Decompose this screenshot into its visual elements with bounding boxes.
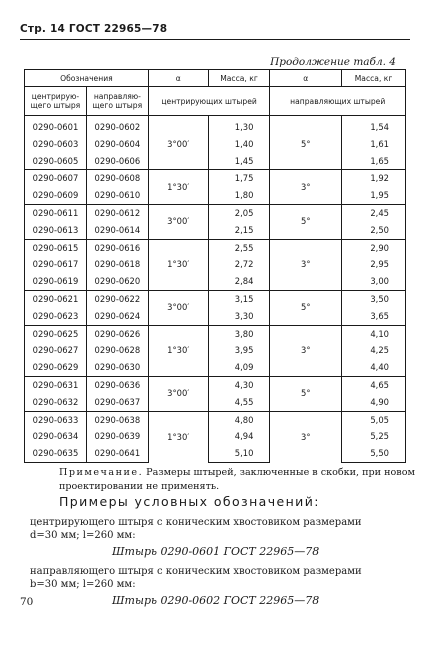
cell-mass-centering: 1,80 xyxy=(208,187,270,204)
cell-centering-pin: 0290-0633 xyxy=(25,411,87,428)
cell-mass-centering: 2,84 xyxy=(208,273,270,290)
cell-angle-centering: 3°00′ xyxy=(148,376,208,411)
cell-mass-centering: 1,45 xyxy=(208,153,270,170)
example-2-description: направляющего штыря с коническим хвостовиком размерами xyxy=(30,566,362,577)
cell-mass-centering: 1,75 xyxy=(208,170,270,187)
cell-mass-centering: 1,30 xyxy=(208,116,270,136)
cell-guiding-pin: 0290-0614 xyxy=(86,222,148,239)
cell-mass-guiding: 3,50 xyxy=(342,290,406,307)
table-row xyxy=(25,273,406,290)
cell-centering-pin: 0290-0621 xyxy=(25,290,87,307)
table-row xyxy=(25,325,406,342)
cell-guiding-pin: 0290-0608 xyxy=(86,170,148,187)
cell-mass-guiding: 2,90 xyxy=(342,239,406,256)
cell-angle-centering: 1°30′ xyxy=(148,411,208,462)
cell-mass-guiding: 1,54 xyxy=(342,116,406,136)
cell-guiding-pin: 0290-0606 xyxy=(86,153,148,170)
table-continuation-label: Продолжение табл. 4 xyxy=(270,56,396,68)
cell-guiding-pin: 0290-0610 xyxy=(86,187,148,204)
cell-mass-centering: 4,30 xyxy=(208,376,270,393)
cell-centering-pin: 0290-0615 xyxy=(25,239,87,256)
cell-centering-pin: 0290-0605 xyxy=(25,153,87,170)
cell-guiding-pin: 0290-0622 xyxy=(86,290,148,307)
cell-mass-guiding: 1,95 xyxy=(342,187,406,204)
example-2-dimensions: b=30 мм; l=260 мм: xyxy=(30,579,136,590)
cell-angle-guiding: 5° xyxy=(270,290,342,325)
table-row xyxy=(25,445,406,462)
header-alpha: α xyxy=(148,70,208,87)
cell-mass-guiding: 5,50 xyxy=(342,445,406,462)
header-mass: Масса, кг xyxy=(208,70,270,87)
cell-angle-centering: 1°30′ xyxy=(148,170,208,205)
table-row xyxy=(25,411,406,428)
note-text: Размеры штырей, заключенные в скобки, при новом проектировании не применять. xyxy=(59,467,415,492)
cell-mass-guiding: 1,61 xyxy=(342,136,406,153)
header-centering-pins: центрирующих штырей xyxy=(148,87,270,116)
cell-centering-pin: 0290-0603 xyxy=(25,136,87,153)
cell-guiding-pin: 0290-0641 xyxy=(86,445,148,462)
table-row xyxy=(25,116,406,136)
cell-centering-pin: 0290-0617 xyxy=(25,256,87,273)
cell-mass-guiding: 3,00 xyxy=(342,273,406,290)
cell-mass-guiding: 2,45 xyxy=(342,204,406,221)
cell-centering-pin: 0290-0623 xyxy=(25,308,87,325)
cell-angle-guiding: 5° xyxy=(270,376,342,411)
cell-mass-centering: 4,09 xyxy=(208,359,270,376)
example-1-description: центрирующего штыря с коническим хвостовиком размерами xyxy=(30,517,362,528)
header-designations: Обозначения xyxy=(25,70,149,87)
cell-angle-guiding: 3° xyxy=(270,170,342,205)
cell-mass-centering: 2,15 xyxy=(208,222,270,239)
table-row xyxy=(25,342,406,359)
cell-mass-centering: 1,40 xyxy=(208,136,270,153)
table-row xyxy=(25,376,406,393)
header-rule xyxy=(20,39,410,40)
cell-centering-pin: 0290-0625 xyxy=(25,325,87,342)
cell-guiding-pin: 0290-0616 xyxy=(86,239,148,256)
table-note xyxy=(59,466,419,494)
page-number: 70 xyxy=(20,596,34,608)
cell-mass-guiding: 4,40 xyxy=(342,359,406,376)
cell-mass-guiding: 1,92 xyxy=(342,170,406,187)
table-row xyxy=(25,256,406,273)
cell-guiding-pin: 0290-0628 xyxy=(86,342,148,359)
cell-mass-guiding: 4,25 xyxy=(342,342,406,359)
cell-guiding-pin: 0290-0630 xyxy=(86,359,148,376)
cell-mass-guiding: 4,90 xyxy=(342,394,406,411)
example-1-dimensions: d=30 мм; l=260 мм: xyxy=(30,530,136,541)
cell-angle-guiding: 3° xyxy=(270,325,342,376)
cell-mass-centering: 5,10 xyxy=(208,445,270,462)
examples-title: Примеры условных обозначений: xyxy=(59,494,320,509)
cell-guiding-pin: 0290-0639 xyxy=(86,428,148,445)
cell-angle-centering: 3°00′ xyxy=(148,116,208,170)
cell-guiding-pin: 0290-0602 xyxy=(86,116,148,136)
cell-centering-pin: 0290-0634 xyxy=(25,428,87,445)
cell-mass-centering: 3,30 xyxy=(208,308,270,325)
cell-mass-guiding: 2,50 xyxy=(342,222,406,239)
header-guiding-pins: направляющих штырей xyxy=(270,87,406,116)
example-1-designation: Штырь 0290-0601 ГОСТ 22965—78 xyxy=(112,545,320,558)
header-centering-pin: центрирую-щего штыря xyxy=(25,87,87,116)
cell-guiding-pin: 0290-0626 xyxy=(86,325,148,342)
cell-centering-pin: 0290-0611 xyxy=(25,204,87,221)
cell-mass-centering: 3,95 xyxy=(208,342,270,359)
cell-mass-centering: 3,80 xyxy=(208,325,270,342)
table-row xyxy=(25,170,406,187)
cell-angle-centering: 1°30′ xyxy=(148,325,208,376)
table-row xyxy=(25,290,406,307)
cell-mass-centering: 4,80 xyxy=(208,411,270,428)
cell-angle-guiding: 3° xyxy=(270,239,342,290)
table-row xyxy=(25,222,406,239)
cell-centering-pin: 0290-0609 xyxy=(25,187,87,204)
cell-mass-guiding: 2,95 xyxy=(342,256,406,273)
table-row xyxy=(25,187,406,204)
header-mass-2: Масса, кг xyxy=(342,70,406,87)
cell-centering-pin: 0290-0635 xyxy=(25,445,87,462)
cell-mass-centering: 2,72 xyxy=(208,256,270,273)
table-row xyxy=(25,153,406,170)
cell-guiding-pin: 0290-0612 xyxy=(86,204,148,221)
cell-centering-pin: 0290-0613 xyxy=(25,222,87,239)
cell-centering-pin: 0290-0601 xyxy=(25,116,87,136)
cell-mass-guiding: 5,05 xyxy=(342,411,406,428)
spec-table xyxy=(24,69,406,463)
cell-guiding-pin: 0290-0604 xyxy=(86,136,148,153)
cell-guiding-pin: 0290-0638 xyxy=(86,411,148,428)
table-row xyxy=(25,136,406,153)
cell-mass-guiding: 3,65 xyxy=(342,308,406,325)
example-2-designation: Штырь 0290-0602 ГОСТ 22965—78 xyxy=(112,594,320,607)
table-row xyxy=(25,239,406,256)
table-row xyxy=(25,428,406,445)
header-alpha-2: α xyxy=(270,70,342,87)
cell-angle-guiding: 3° xyxy=(270,411,342,462)
cell-mass-centering: 4,55 xyxy=(208,394,270,411)
cell-mass-centering: 2,55 xyxy=(208,239,270,256)
cell-centering-pin: 0290-0607 xyxy=(25,170,87,187)
cell-mass-centering: 4,94 xyxy=(208,428,270,445)
cell-centering-pin: 0290-0631 xyxy=(25,376,87,393)
cell-angle-centering: 3°00′ xyxy=(148,204,208,239)
table-row xyxy=(25,359,406,376)
cell-angle-centering: 3°00′ xyxy=(148,290,208,325)
cell-centering-pin: 0290-0619 xyxy=(25,273,87,290)
cell-mass-guiding: 1,65 xyxy=(342,153,406,170)
table-row xyxy=(25,204,406,221)
cell-guiding-pin: 0290-0636 xyxy=(86,376,148,393)
cell-guiding-pin: 0290-0618 xyxy=(86,256,148,273)
cell-mass-guiding: 4,10 xyxy=(342,325,406,342)
page-header: Стр. 14 ГОСТ 22965—78 xyxy=(20,23,168,35)
cell-angle-guiding: 5° xyxy=(270,116,342,170)
cell-mass-centering: 2,05 xyxy=(208,204,270,221)
cell-centering-pin: 0290-0632 xyxy=(25,394,87,411)
cell-centering-pin: 0290-0629 xyxy=(25,359,87,376)
cell-guiding-pin: 0290-0637 xyxy=(86,394,148,411)
cell-guiding-pin: 0290-0620 xyxy=(86,273,148,290)
table-row xyxy=(25,394,406,411)
header-guiding-pin: направляю-щего штыря xyxy=(86,87,148,116)
spec-table-body xyxy=(25,116,406,463)
cell-centering-pin: 0290-0627 xyxy=(25,342,87,359)
cell-angle-guiding: 5° xyxy=(270,204,342,239)
cell-mass-guiding: 5,25 xyxy=(342,428,406,445)
table-row xyxy=(25,308,406,325)
cell-mass-guiding: 4,65 xyxy=(342,376,406,393)
cell-angle-centering: 1°30′ xyxy=(148,239,208,290)
cell-mass-centering: 3,15 xyxy=(208,290,270,307)
cell-guiding-pin: 0290-0624 xyxy=(86,308,148,325)
note-label: Примечание. xyxy=(59,467,144,478)
